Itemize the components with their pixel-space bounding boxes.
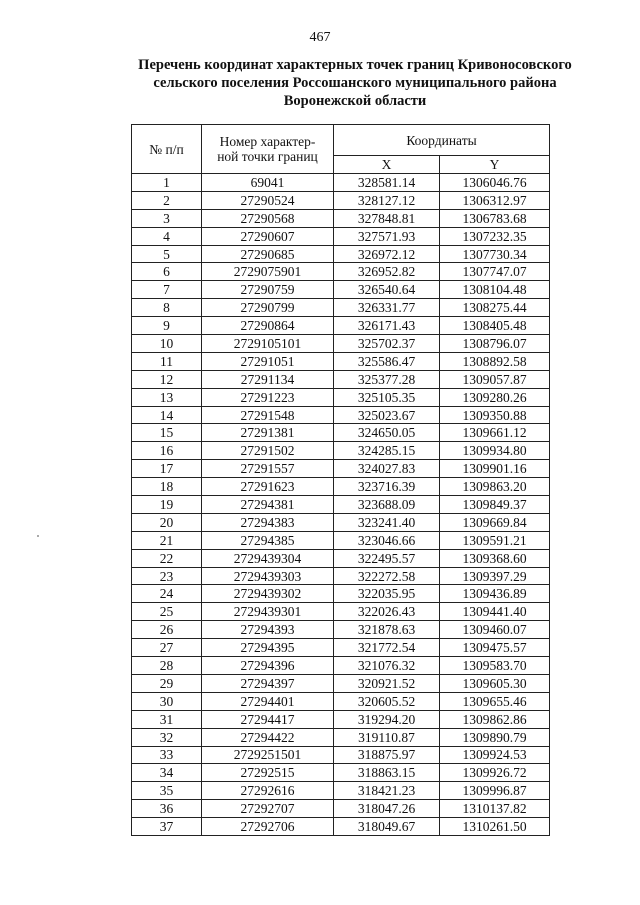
- y-coordinate-cell: 1308104.48: [440, 281, 550, 299]
- x-coordinate-cell: 328127.12: [334, 191, 440, 209]
- row-index-cell: 32: [132, 728, 202, 746]
- y-coordinate-cell: 1309460.07: [440, 621, 550, 639]
- point-number-cell: 27294385: [202, 531, 334, 549]
- point-number-cell: 27294401: [202, 692, 334, 710]
- table-row: [132, 621, 550, 639]
- row-index-cell: 4: [132, 227, 202, 245]
- x-coordinate-cell: 323241.40: [334, 513, 440, 531]
- row-index-cell: 33: [132, 746, 202, 764]
- y-coordinate-cell: 1309475.57: [440, 639, 550, 657]
- table-row: [132, 674, 550, 692]
- y-coordinate-cell: 1309901.16: [440, 460, 550, 478]
- point-number-cell: 27292706: [202, 818, 334, 836]
- x-coordinate-cell: 325702.37: [334, 335, 440, 353]
- y-coordinate-cell: 1309605.30: [440, 674, 550, 692]
- row-index-cell: 27: [132, 639, 202, 657]
- point-number-cell: 27294417: [202, 710, 334, 728]
- point-number-cell: 27294393: [202, 621, 334, 639]
- table-row: [132, 513, 550, 531]
- table-row: [132, 782, 550, 800]
- x-coordinate-cell: 322035.95: [334, 585, 440, 603]
- table-row: [132, 460, 550, 478]
- row-index-cell: 16: [132, 442, 202, 460]
- row-index-cell: 20: [132, 513, 202, 531]
- page-number: 467: [309, 30, 331, 45]
- point-number-cell: 27291557: [202, 460, 334, 478]
- table-row: [132, 728, 550, 746]
- coordinates-table: [131, 124, 550, 836]
- table-row: [132, 424, 550, 442]
- header-point-line-1: Номер характер-: [219, 134, 316, 149]
- table-row: [132, 710, 550, 728]
- row-index-cell: 8: [132, 299, 202, 317]
- point-number-cell: 27290799: [202, 299, 334, 317]
- row-index-cell: 30: [132, 692, 202, 710]
- table-row: [132, 388, 550, 406]
- y-coordinate-cell: 1309669.84: [440, 513, 550, 531]
- x-coordinate-cell: 327571.93: [334, 227, 440, 245]
- row-index-cell: 23: [132, 567, 202, 585]
- point-number-cell: 27291381: [202, 424, 334, 442]
- header-point-line-2: ной точки границ: [217, 149, 318, 164]
- y-coordinate-cell: 1306312.97: [440, 191, 550, 209]
- x-coordinate-cell: 326972.12: [334, 245, 440, 263]
- table-row: [132, 746, 550, 764]
- table-row: [132, 639, 550, 657]
- y-coordinate-cell: 1308892.58: [440, 352, 550, 370]
- point-number-cell: 27291623: [202, 478, 334, 496]
- row-index-cell: 14: [132, 406, 202, 424]
- x-coordinate-cell: 321878.63: [334, 621, 440, 639]
- x-coordinate-cell: 319110.87: [334, 728, 440, 746]
- row-index-cell: 28: [132, 657, 202, 675]
- row-index-cell: 17: [132, 460, 202, 478]
- y-coordinate-cell: 1308796.07: [440, 335, 550, 353]
- y-coordinate-cell: 1309583.70: [440, 657, 550, 675]
- y-coordinate-cell: 1310261.50: [440, 818, 550, 836]
- row-index-cell: 18: [132, 478, 202, 496]
- point-number-cell: 2729439303: [202, 567, 334, 585]
- point-number-cell: 27294422: [202, 728, 334, 746]
- point-number-cell: 27291051: [202, 352, 334, 370]
- title-line-2: сельского поселения Россошанского муниципального района: [153, 75, 557, 91]
- x-coordinate-cell: 325105.35: [334, 388, 440, 406]
- row-index-cell: 22: [132, 549, 202, 567]
- table-row: [132, 317, 550, 335]
- table-row: [132, 657, 550, 675]
- point-number-cell: 27294381: [202, 496, 334, 514]
- y-coordinate-cell: 1309655.46: [440, 692, 550, 710]
- row-index-cell: 19: [132, 496, 202, 514]
- table-row: [132, 263, 550, 281]
- row-index-cell: 25: [132, 603, 202, 621]
- table-row: [132, 692, 550, 710]
- row-index-cell: 1: [132, 174, 202, 192]
- point-number-cell: 27290864: [202, 317, 334, 335]
- y-coordinate-cell: 1308405.48: [440, 317, 550, 335]
- x-coordinate-cell: 326171.43: [334, 317, 440, 335]
- y-coordinate-cell: 1309591.21: [440, 531, 550, 549]
- point-number-cell: 27292707: [202, 800, 334, 818]
- row-index-cell: 9: [132, 317, 202, 335]
- point-number-cell: 27290685: [202, 245, 334, 263]
- x-coordinate-cell: 322495.57: [334, 549, 440, 567]
- point-number-cell: 2729439304: [202, 549, 334, 567]
- point-number-cell: 27292515: [202, 764, 334, 782]
- row-index-cell: 29: [132, 674, 202, 692]
- x-coordinate-cell: 325023.67: [334, 406, 440, 424]
- y-coordinate-cell: 1306783.68: [440, 209, 550, 227]
- row-index-cell: 2: [132, 191, 202, 209]
- x-coordinate-cell: 323688.09: [334, 496, 440, 514]
- row-index-cell: 7: [132, 281, 202, 299]
- x-coordinate-cell: 318863.15: [334, 764, 440, 782]
- document-title: [120, 56, 590, 110]
- table-row: [132, 531, 550, 549]
- title-line-1: Перечень координат характерных точек границ Кривоносовского: [138, 57, 572, 73]
- y-coordinate-cell: 1309926.72: [440, 764, 550, 782]
- x-coordinate-cell: 319294.20: [334, 710, 440, 728]
- point-number-cell: 69041: [202, 174, 334, 192]
- x-coordinate-cell: 318421.23: [334, 782, 440, 800]
- table-row: [132, 370, 550, 388]
- row-index-cell: 21: [132, 531, 202, 549]
- row-index-cell: 15: [132, 424, 202, 442]
- y-coordinate-cell: 1309924.53: [440, 746, 550, 764]
- table-row: [132, 281, 550, 299]
- table-row: [132, 174, 550, 192]
- point-number-cell: 27294383: [202, 513, 334, 531]
- table-row: [132, 549, 550, 567]
- x-coordinate-cell: 325586.47: [334, 352, 440, 370]
- x-coordinate-cell: 322272.58: [334, 567, 440, 585]
- y-coordinate-cell: 1309863.20: [440, 478, 550, 496]
- point-number-cell: 2729439302: [202, 585, 334, 603]
- x-coordinate-cell: 322026.43: [334, 603, 440, 621]
- y-coordinate-cell: 1307232.35: [440, 227, 550, 245]
- x-coordinate-cell: 326952.82: [334, 263, 440, 281]
- x-coordinate-cell: 318875.97: [334, 746, 440, 764]
- x-coordinate-cell: 325377.28: [334, 370, 440, 388]
- table-row: [132, 800, 550, 818]
- point-number-cell: 27294395: [202, 639, 334, 657]
- table-row: [132, 209, 550, 227]
- row-index-cell: 36: [132, 800, 202, 818]
- x-coordinate-cell: 323716.39: [334, 478, 440, 496]
- point-number-cell: 27291134: [202, 370, 334, 388]
- y-coordinate-cell: 1309849.37: [440, 496, 550, 514]
- x-coordinate-cell: 324650.05: [334, 424, 440, 442]
- y-coordinate-cell: 1309397.29: [440, 567, 550, 585]
- table-row: [132, 496, 550, 514]
- title-line-3: Воронежской области: [283, 93, 427, 109]
- x-coordinate-cell: 321772.54: [334, 639, 440, 657]
- y-coordinate-cell: 1308275.44: [440, 299, 550, 317]
- row-index-cell: 34: [132, 764, 202, 782]
- y-coordinate-cell: 1309057.87: [440, 370, 550, 388]
- row-index-cell: 3: [132, 209, 202, 227]
- table-row: [132, 567, 550, 585]
- point-number-cell: 27291223: [202, 388, 334, 406]
- y-coordinate-cell: 1306046.76: [440, 174, 550, 192]
- y-coordinate-cell: 1309436.89: [440, 585, 550, 603]
- row-index-cell: 24: [132, 585, 202, 603]
- y-coordinate-cell: 1309350.88: [440, 406, 550, 424]
- x-coordinate-cell: 328581.14: [334, 174, 440, 192]
- point-number-cell: 2729439301: [202, 603, 334, 621]
- header-y: Y: [440, 156, 550, 174]
- point-number-cell: 2729251501: [202, 746, 334, 764]
- y-coordinate-cell: 1309862.86: [440, 710, 550, 728]
- table-row: [132, 406, 550, 424]
- x-coordinate-cell: 320605.52: [334, 692, 440, 710]
- point-number-cell: 27290607: [202, 227, 334, 245]
- y-coordinate-cell: 1307730.34: [440, 245, 550, 263]
- x-coordinate-cell: 318047.26: [334, 800, 440, 818]
- y-coordinate-cell: 1309280.26: [440, 388, 550, 406]
- point-number-cell: 2729105101: [202, 335, 334, 353]
- y-coordinate-cell: 1309368.60: [440, 549, 550, 567]
- header-coordinates: Координаты: [334, 125, 550, 156]
- x-coordinate-cell: 324027.83: [334, 460, 440, 478]
- row-index-cell: 6: [132, 263, 202, 281]
- table-body: [132, 174, 550, 836]
- row-index-cell: 13: [132, 388, 202, 406]
- y-coordinate-cell: 1309934.80: [440, 442, 550, 460]
- header-x: X: [334, 156, 440, 174]
- scan-speck: [37, 535, 39, 537]
- point-number-cell: 27294396: [202, 657, 334, 675]
- point-number-cell: 27290759: [202, 281, 334, 299]
- y-coordinate-cell: 1309661.12: [440, 424, 550, 442]
- table-row: [132, 442, 550, 460]
- row-index-cell: 5: [132, 245, 202, 263]
- point-number-cell: 27291548: [202, 406, 334, 424]
- row-index-cell: 37: [132, 818, 202, 836]
- header-point-number: [202, 125, 334, 174]
- x-coordinate-cell: 326540.64: [334, 281, 440, 299]
- row-index-cell: 12: [132, 370, 202, 388]
- row-index-cell: 31: [132, 710, 202, 728]
- header-index: № п/п: [132, 125, 202, 174]
- row-index-cell: 26: [132, 621, 202, 639]
- table-row: [132, 335, 550, 353]
- table-row: [132, 191, 550, 209]
- y-coordinate-cell: 1310137.82: [440, 800, 550, 818]
- point-number-cell: 27291502: [202, 442, 334, 460]
- table-row: [132, 818, 550, 836]
- table-row: [132, 245, 550, 263]
- table-row: [132, 585, 550, 603]
- table-row: [132, 299, 550, 317]
- x-coordinate-cell: 323046.66: [334, 531, 440, 549]
- table-row: [132, 352, 550, 370]
- table-row: [132, 478, 550, 496]
- point-number-cell: 27294397: [202, 674, 334, 692]
- x-coordinate-cell: 324285.15: [334, 442, 440, 460]
- row-index-cell: 10: [132, 335, 202, 353]
- y-coordinate-cell: 1309441.40: [440, 603, 550, 621]
- x-coordinate-cell: 321076.32: [334, 657, 440, 675]
- point-number-cell: 27290568: [202, 209, 334, 227]
- row-index-cell: 35: [132, 782, 202, 800]
- x-coordinate-cell: 318049.67: [334, 818, 440, 836]
- y-coordinate-cell: 1307747.07: [440, 263, 550, 281]
- point-number-cell: 27290524: [202, 191, 334, 209]
- x-coordinate-cell: 327848.81: [334, 209, 440, 227]
- y-coordinate-cell: 1309890.79: [440, 728, 550, 746]
- y-coordinate-cell: 1309996.87: [440, 782, 550, 800]
- x-coordinate-cell: 320921.52: [334, 674, 440, 692]
- row-index-cell: 11: [132, 352, 202, 370]
- point-number-cell: 27292616: [202, 782, 334, 800]
- table-row: [132, 227, 550, 245]
- table-row: [132, 764, 550, 782]
- table-row: [132, 603, 550, 621]
- point-number-cell: 2729075901: [202, 263, 334, 281]
- x-coordinate-cell: 326331.77: [334, 299, 440, 317]
